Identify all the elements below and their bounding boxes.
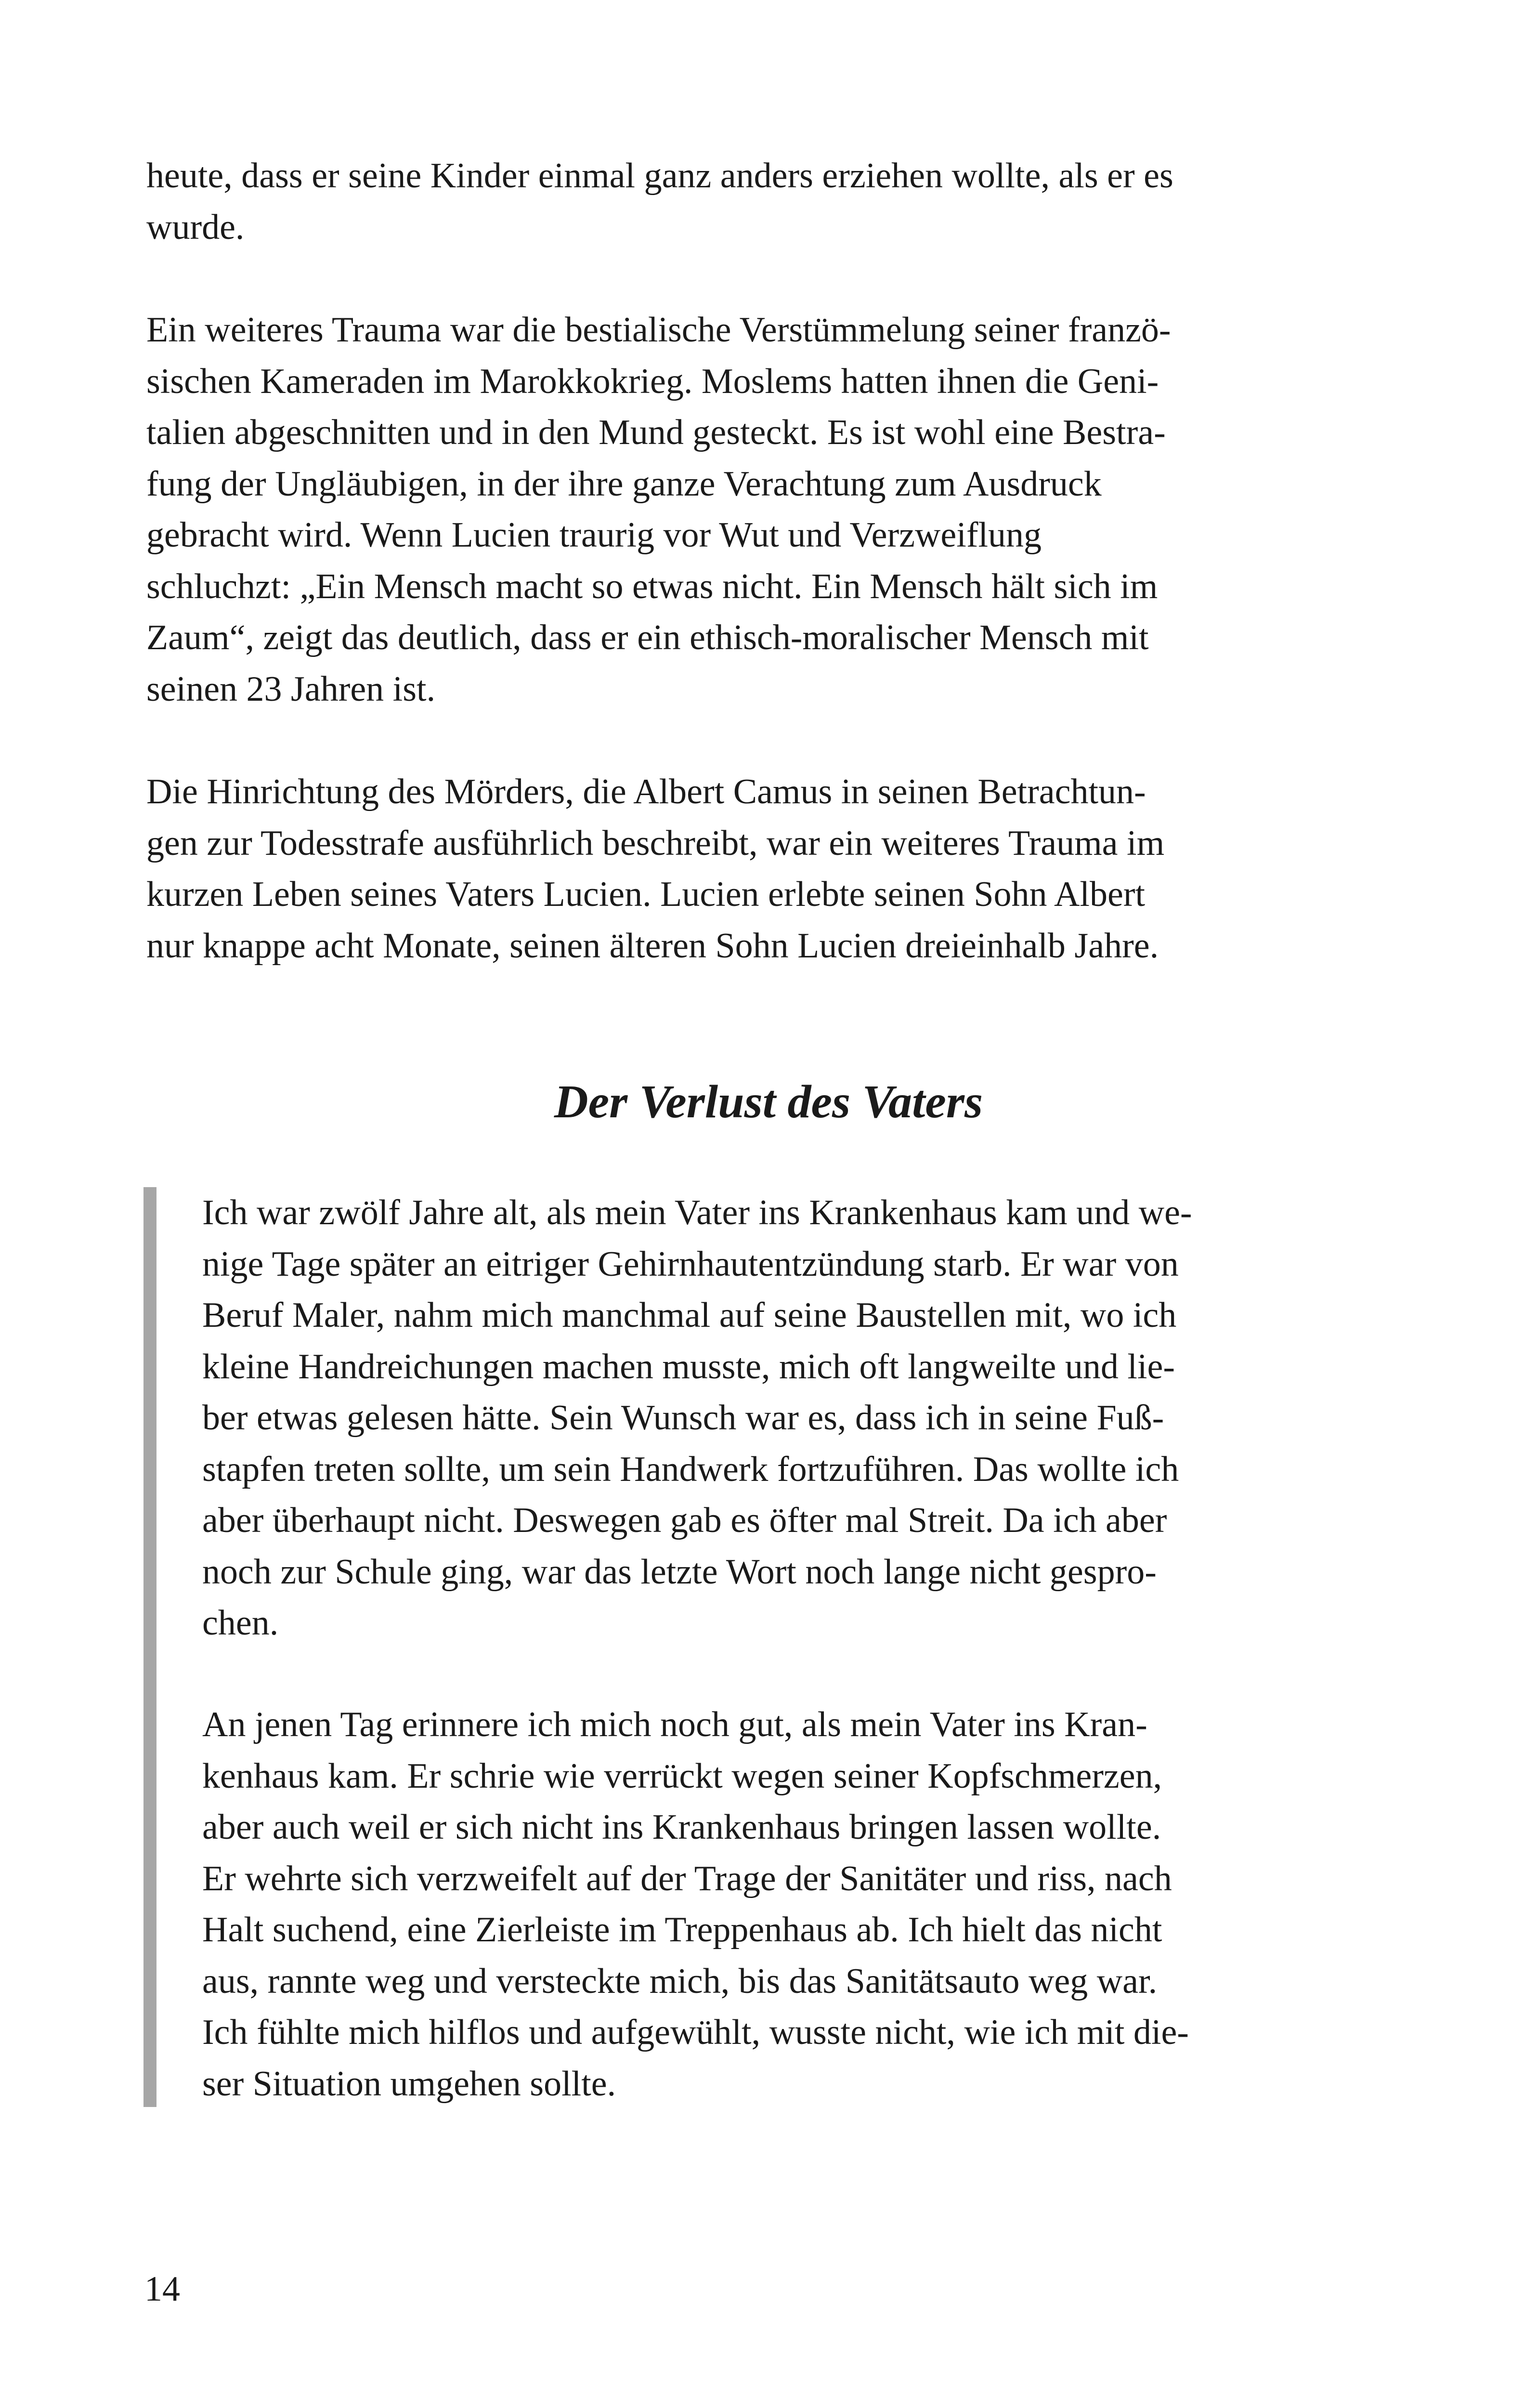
text-line: aber überhaupt nicht. Deswegen gab es öfter mal Streit. Da ich aber [202,1501,1167,1540]
page-number: 14 [144,2269,180,2309]
quote-paragraph-2 [202,1699,1290,2109]
text-line: kenhaus kam. Er schrie wie verrückt wegen seiner Kopfschmerzen, [202,1756,1162,1796]
paragraph-2 [146,304,1273,715]
text-line: noch zur Schule ging, war das letzte Wort noch lange nicht gespro- [202,1552,1157,1592]
text-line: gen zur Todesstrafe ausführlich beschreibt, war ein weiteres Trauma im [146,823,1165,863]
text-line: Er wehrte sich verzweifelt auf der Trage der Sanitäter und riss, nach [202,1858,1172,1898]
text-line: schluchzt: „Ein Mensch macht so etwas nicht. Ein Mensch hält sich im [146,566,1158,606]
text-line: Beruf Maler, nahm mich manchmal auf seine Baustellen mit, wo ich [202,1296,1177,1335]
quote-paragraph-1 [202,1187,1290,1649]
text-line: Ich fühlte mich hilflos und aufgewühlt, wusste nicht, wie ich mit die- [202,2013,1189,2052]
text-line: gebracht wird. Wenn Lucien traurig vor Wut und Verzweiflung [146,515,1042,555]
paragraph-1 [146,150,1273,253]
section-heading: Der Verlust des Vaters [554,1076,983,1128]
paragraph-3 [146,766,1273,971]
text-line: wurde. [146,207,245,247]
text-line: Ich war zwölf Jahre alt, als mein Vater ins Krankenhaus kam und we- [202,1193,1192,1232]
text-line: An jenen Tag erinnere ich mich noch gut, als mein Vater ins Kran- [202,1705,1147,1744]
text-line: Zaum“, zeigt das deutlich, dass er ein ethisch-moralischer Mensch mit [146,618,1149,657]
text-line: fung der Ungläubigen, in der ihre ganze Verachtung zum Ausdruck [146,464,1102,504]
text-line: sischen Kameraden im Marokkokrieg. Moslems hatten ihnen die Geni- [146,361,1159,401]
text-line: ber etwas gelesen hätte. Sein Wunsch war es, dass ich in seine Fuß- [202,1398,1164,1438]
text-line: Ein weiteres Trauma war die bestialische Verstümmelung seiner franzö- [146,310,1171,350]
text-line: heute, dass er seine Kinder einmal ganz anders erziehen wollte, als er es [146,156,1173,196]
text-line: talien abgeschnitten und in den Mund gesteckt. Es ist wohl eine Bestra- [146,413,1166,452]
text-line: kurzen Leben seines Vaters Lucien. Lucien erlebte seinen Sohn Albert [146,875,1146,914]
text-line: aus, rannte weg und versteckte mich, bis das Sanitätsauto weg war. [202,1961,1158,2001]
text-line: stapfen treten sollte, um sein Handwerk fortzuführen. Das wollte ich [202,1449,1179,1489]
text-line: aber auch weil er sich nicht ins Krankenhaus bringen lassen wollte. [202,1807,1161,1847]
text-line: Halt suchend, eine Zierleiste im Treppenhaus ab. Ich hielt das nicht [202,1910,1162,1950]
text-line: Die Hinrichtung des Mörders, die Albert Camus in seinen Betrachtun- [146,772,1146,811]
blockquote-bar [143,1187,156,2107]
text-line: nur knappe acht Monate, seinen älteren Sohn Lucien dreieinhalb Jahre. [146,926,1159,966]
text-line: kleine Handreichungen machen musste, mich oft langweilte und lie- [202,1347,1175,1387]
text-line: ser Situation umgehen sollte. [202,2064,616,2104]
text-line: seinen 23 Jahren ist. [146,669,436,709]
text-line: chen. [202,1603,279,1643]
text-line: nige Tage später an eitriger Gehirnhautentzündung starb. Er war von [202,1244,1179,1284]
